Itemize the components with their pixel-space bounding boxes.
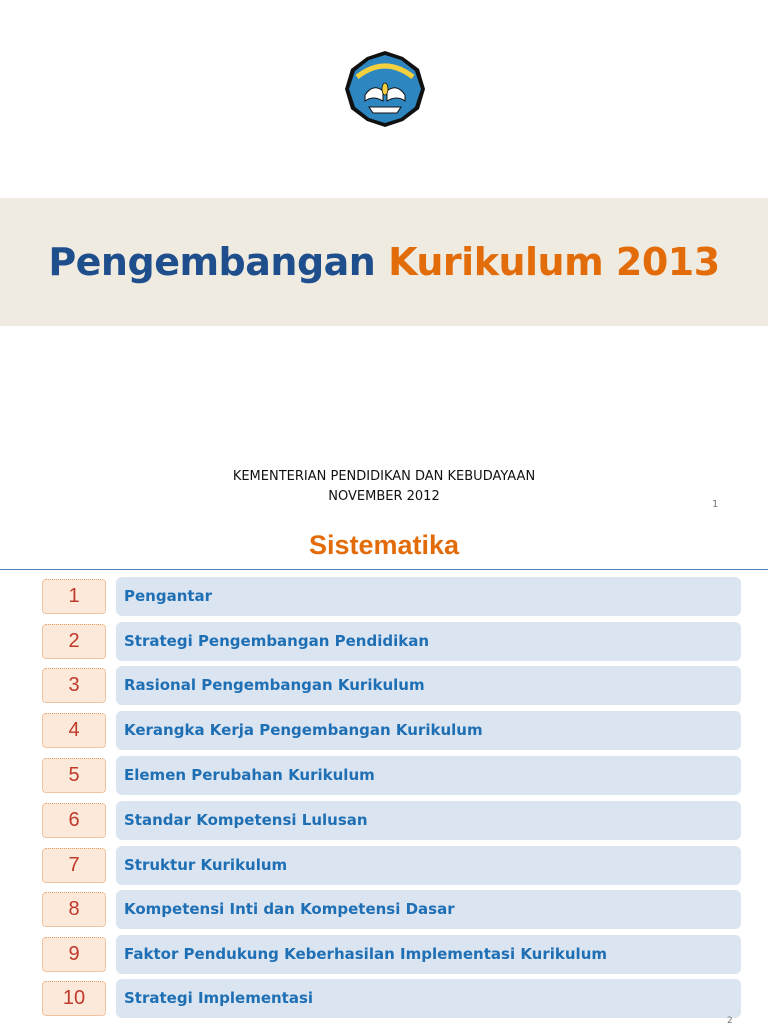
agenda-item-label: Kompetensi Inti dan Kompetensi Dasar [116,890,741,929]
agenda-item-number: 5 [42,758,106,793]
slide-number: 2 [727,1016,733,1024]
tut-wuri-handayani-logo-icon [343,49,427,129]
title-part-pengembangan: Pengembangan [48,240,376,284]
agenda-item-label: Strategi Implementasi [116,979,741,1018]
agenda-item [0,979,768,1019]
agenda-item [0,577,768,617]
agenda-item [0,801,768,841]
agenda-item-number: 3 [42,668,106,703]
agenda-item-number: 8 [42,892,106,927]
subtitle-date: NOVEMBER 2012 [328,489,440,504]
agenda-heading: Sistematika [308,530,460,560]
agenda-item [0,890,768,930]
agenda-item-label: Strategi Pengembangan Pendidikan [116,622,741,661]
agenda-item-label: Struktur Kurikulum [116,846,741,885]
agenda-item-number: 9 [42,937,106,972]
agenda-item [0,666,768,706]
agenda-item-number: 7 [42,848,106,883]
subtitle [0,467,768,507]
agenda-item-label: Elemen Perubahan Kurikulum [116,756,741,795]
agenda-item [0,756,768,796]
agenda-item-label: Kerangka Kerja Pengembangan Kurikulum [116,711,741,750]
agenda-item-label: Rasional Pengembangan Kurikulum [116,666,741,705]
presentation-title [0,198,768,326]
agenda-item [0,711,768,751]
agenda-item [0,846,768,886]
title-part-kurikulum: Kurikulum 2013 [388,240,720,284]
slide-number: 1 [712,499,719,510]
subtitle-ministry: KEMENTERIAN PENDIDIKAN DAN KEBUDAYAAN [232,469,536,484]
agenda-item-number: 6 [42,803,106,838]
agenda-item-label: Pengantar [116,577,741,616]
agenda-item [0,622,768,662]
agenda-item-label: Standar Kompetensi Lulusan [116,801,741,840]
agenda-item-number: 4 [42,713,106,748]
agenda-item-number: 10 [42,981,106,1016]
agenda-item-number: 1 [42,579,106,614]
agenda-item [0,935,768,975]
heading-divider [0,569,768,570]
agenda-item-number: 2 [42,624,106,659]
agenda-item-label: Faktor Pendukung Keberhasilan Implementasi Kurikulum [116,935,741,974]
agenda-slide [0,522,768,1024]
